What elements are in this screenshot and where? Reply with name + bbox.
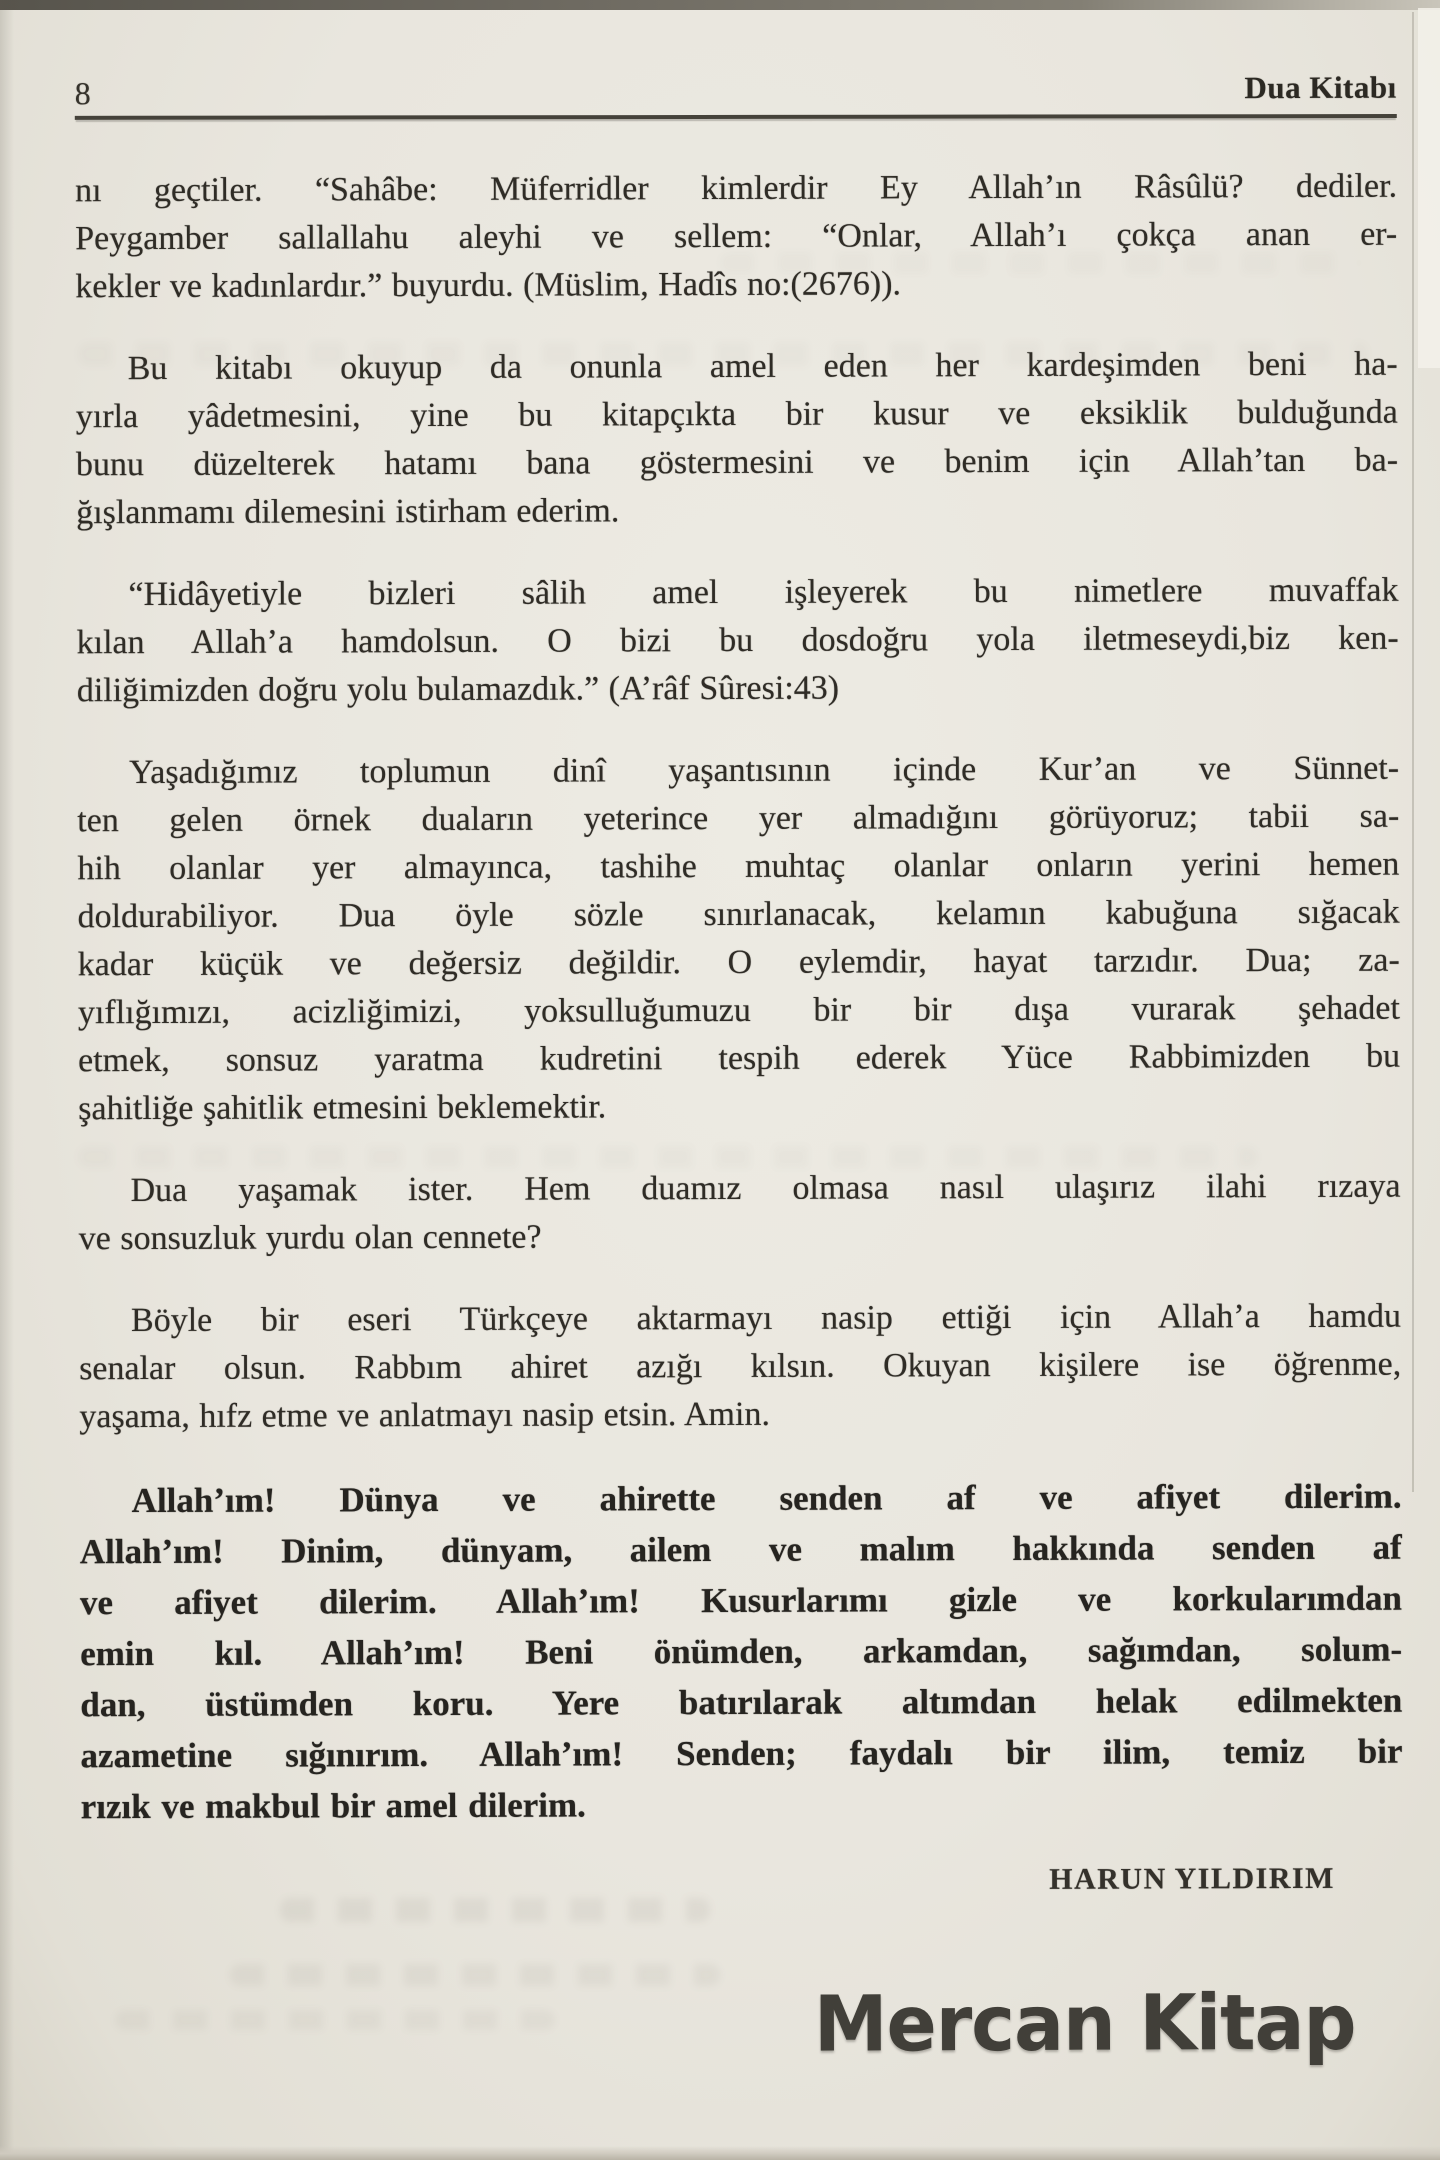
text-line: yaşama, hıfz etme ve anlatmayı nasip etsin. Amin. (79, 1395, 770, 1436)
text-line: Allah’ım! Dünya ve ahirette senden af ve afiyet dilerim. (131, 1476, 1402, 1521)
text-line: Allah’ım! Dinim, dünyam, ailem ve malım hakkında senden af (79, 1527, 1402, 1572)
text-line: dan, üstümden koru. Yere batırılarak altımdan helak edilmekten (80, 1680, 1403, 1725)
text-line: azametine sığınırım. Allah’ım! Senden; faydalı bir ilim, temiz bir (80, 1731, 1403, 1776)
text-line: senalar olsun. Rabbım ahiret azığı kılsın. Okuyan kişilere ise öğrenme, (79, 1345, 1402, 1388)
text-line: emin kıl. Allah’ım! Beni önümden, arkamdan, sağımdan, solum- (80, 1629, 1403, 1674)
page-number: 8 (74, 75, 91, 112)
author-signature: HARUN YILDIRIM (1049, 1861, 1336, 1896)
text-line: yıflığımızı, acizliğimizi, yoksulluğumuzu bir bir dışa vurarak şehadet (77, 989, 1400, 1032)
text-line: nı geçtiler. “Sahâbe: Müferridler kimlerdir Ey Allah’ın Râsûlü? dediler. (74, 167, 1398, 210)
text-line: kadar küçük ve değersiz değildir. O eylemdir, hayat tarzıdır. Dua; za- (77, 941, 1400, 984)
text-line: “Hidâyetiyle bizleri sâlih amel işleyerek bu nimetlere muvaffak (128, 571, 1399, 614)
text-line: bunu düzelterek hatamı bana göstermesini ve benim için Allah’tan ba- (75, 441, 1399, 484)
paragraph (80, 1471, 1403, 1833)
text-line: kekler ve kadınlardır.” buyurdu. (Müslim, Hadîs no:(2676)). (75, 265, 902, 306)
text-line: hih olanlar yer almayınca, tashihe muhtaç olanlar onların yerini hemen (77, 845, 1400, 888)
text-line: Bu kitabı okuyup da onunla amel eden her kardeşimden beni ha- (127, 345, 1398, 388)
text-line: ten gelen örnek duaların yeterince yer almadığını görüyoruz; tabii sa- (77, 797, 1400, 840)
text-line: Peygamber sallallahu aleyhi ve sellem: “Onlar, Allah’ı çokça anan er- (75, 215, 1398, 258)
text-line: ğışlanmamı dilemesini istirham ederim. (76, 492, 620, 532)
text-line: kılan Allah’a hamdolsun. O bizi bu dosdoğru yola iletmeseydi,biz ken- (76, 619, 1399, 662)
paragraph (78, 1163, 1400, 1264)
body-text (75, 163, 1403, 1833)
text-line: etmek, sonsuz yaratma kudretini tespih ederek Yüce Rabbimizden bu (78, 1037, 1401, 1080)
text-line: yırla yâdetmesini, yine bu kitapçıkta bir kusur ve eksiklik bulduğunda (75, 393, 1398, 436)
text-line: Yaşadığımız toplumun dinî yaşantısının içinde Kur’an ve Sünnet- (129, 749, 1400, 792)
publisher-logo: Mercan Kitap (813, 1978, 1356, 2070)
paragraph (79, 1293, 1401, 1442)
paragraph (76, 567, 1398, 716)
paragraph (76, 341, 1399, 538)
scan-bottom-edge (0, 2146, 1440, 2160)
paragraph (77, 745, 1400, 1134)
text-line: Böyle bir eseri Türkçeye aktarmayı nasip ettiği için Allah’a hamdu (130, 1297, 1402, 1340)
text-line: Dua yaşamak ister. Hem duamız olmasa nasıl ulaşırız ilahi rızaya (130, 1167, 1401, 1210)
page-header (75, 70, 1397, 111)
text-line: şahitliğe şahitlik etmesini beklemektir. (78, 1088, 607, 1128)
text-line: ve sonsuzluk yurdu olan cennete? (78, 1218, 542, 1258)
text-line: ve afiyet dilerim. Allah’ım! Kusurlarımı gizle ve korkularımdan (79, 1578, 1403, 1623)
header-rule (75, 114, 1397, 120)
text-line: rızık ve makbul bir amel dilerim. (80, 1785, 586, 1827)
paragraph (75, 163, 1397, 312)
text-line: doldurabiliyor. Dua öyle sözle sınırlanacak, kelamın kabuğuna sığacak (77, 893, 1400, 936)
text-line: diliğimizden doğru yolu bulamazdık.” (A’râf Sûresi:43) (76, 669, 840, 710)
running-head-title: Dua Kitabı (1244, 69, 1397, 106)
